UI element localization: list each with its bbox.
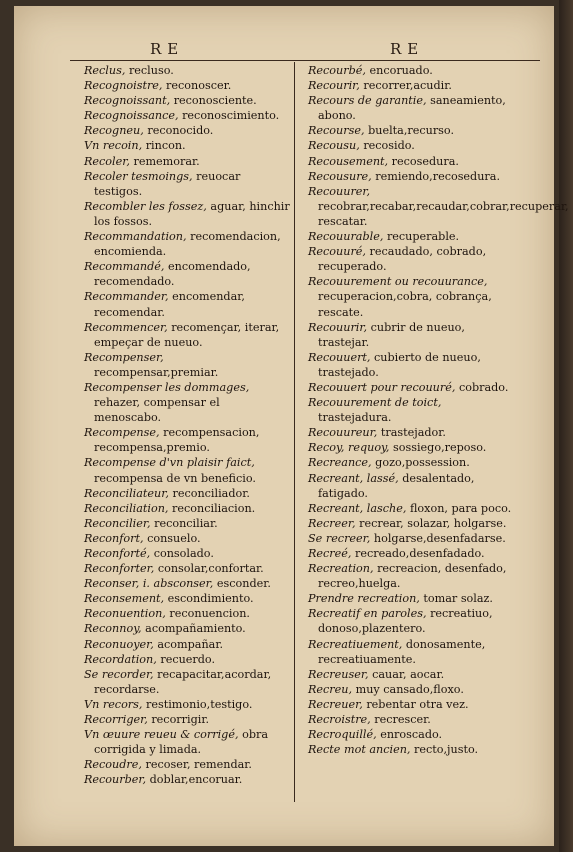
dictionary-entry xyxy=(84,591,290,606)
dictionary-entry xyxy=(84,606,290,621)
dictionary-entry xyxy=(308,712,514,727)
entry-definition: reconosciente. xyxy=(170,94,257,108)
entry-definition: obra corrigida y limada. xyxy=(94,728,269,757)
entry-headword: Se recorder, xyxy=(84,667,154,681)
entry-definition: reconciliar. xyxy=(150,516,218,530)
entry-definition: reconciliador. xyxy=(168,486,250,500)
entry-headword: Recreatif en paroles, xyxy=(308,607,427,621)
dictionary-entry xyxy=(84,667,290,697)
dictionary-entry xyxy=(308,380,514,395)
entry-headword: Recreation, xyxy=(308,562,374,576)
running-head-left: RE xyxy=(150,40,185,58)
entry-headword: Recreuer, xyxy=(308,697,363,711)
entry-definition: recuperacion,cobra, cobrança, rescate. xyxy=(318,290,492,319)
entry-definition: tomar solaz. xyxy=(419,592,493,606)
dictionary-entry xyxy=(308,274,514,319)
entry-headword: Reconcilier, xyxy=(84,516,151,530)
entry-headword: Recompenser les dommages, xyxy=(84,380,250,394)
entry-headword: Recourir, xyxy=(308,79,360,93)
entry-definition: recosido. xyxy=(359,139,415,153)
entry-headword: Recommandation, xyxy=(84,230,187,244)
dictionary-entry xyxy=(308,229,514,244)
entry-definition: recorrer,acudir. xyxy=(359,79,452,93)
dictionary-entry xyxy=(84,652,290,667)
entry-definition: encomendar, recomendar. xyxy=(94,290,245,319)
entry-definition: recreatiuo, donoso,plazentero. xyxy=(318,607,493,636)
entry-headword: Recogneu, xyxy=(84,124,144,138)
dictionary-entry xyxy=(84,380,290,425)
entry-definition: recomendacion, encomienda. xyxy=(94,230,281,259)
entry-headword: Reconforter, xyxy=(84,562,155,576)
dictionary-entry xyxy=(84,289,290,319)
dictionary-entry xyxy=(308,78,514,93)
entry-definition: escondimiento. xyxy=(164,592,254,606)
dictionary-entry xyxy=(84,637,290,652)
entry-definition: consuelo. xyxy=(143,531,201,545)
entry-headword: Vn recors, xyxy=(84,697,143,711)
dictionary-entry xyxy=(84,727,290,757)
right-column xyxy=(308,63,569,757)
dictionary-entry xyxy=(84,531,290,546)
dictionary-entry xyxy=(84,455,290,485)
entry-headword: Recroquillé, xyxy=(308,728,377,742)
dictionary-entry xyxy=(84,621,290,636)
entry-headword: Recreatiuement, xyxy=(308,637,403,651)
entry-headword: Vn recoin, xyxy=(84,139,143,153)
entry-headword: Recousement, xyxy=(308,154,389,168)
dictionary-entry xyxy=(84,546,290,561)
entry-definition: recrear, solazar, holgarse. xyxy=(355,516,507,530)
dictionary-entry xyxy=(308,667,514,682)
entry-definition: rehazer, compensar el menoscabo. xyxy=(94,396,220,425)
dictionary-entry xyxy=(308,471,514,501)
entry-headword: Recoler tesmoings, xyxy=(84,169,193,183)
entry-headword: Recouuert, xyxy=(308,350,371,364)
entry-headword: Recognoistre, xyxy=(84,79,163,93)
entry-headword: Recouuert pour recouuré, xyxy=(308,380,456,394)
dictionary-entry xyxy=(308,244,514,274)
dictionary-entry xyxy=(308,169,514,184)
entry-definition: recompensar,premiar. xyxy=(94,365,219,379)
entry-definition: recaudado, cobrado, recuperado. xyxy=(318,245,487,274)
dictionary-entry xyxy=(84,154,290,169)
entry-definition: recreacion, desenfado, recreo,huelga. xyxy=(318,562,507,591)
entry-definition: gozo,possession. xyxy=(371,456,470,470)
dictionary-entry xyxy=(308,350,514,380)
entry-definition: recapacitar,acordar, recordarse. xyxy=(94,667,272,696)
entry-definition: recto,justo. xyxy=(410,743,479,757)
entry-definition: recrescer. xyxy=(370,713,431,727)
entry-headword: Recourber, xyxy=(84,773,147,787)
running-head-right: RE xyxy=(390,40,425,58)
dictionary-entry xyxy=(84,425,290,455)
entry-definition: trastejador. xyxy=(377,426,446,440)
entry-definition: consolado. xyxy=(150,547,214,560)
entry-headword: Recousure, xyxy=(308,169,372,183)
entry-headword: Recoudre, xyxy=(84,758,142,772)
entry-definition: cubrir de nueuo, trastejar. xyxy=(318,320,465,349)
entry-definition: aguar, hinchir los fossos. xyxy=(94,199,290,228)
entry-headword: Reclus, xyxy=(84,64,126,77)
entry-headword: Recreu, xyxy=(308,682,353,696)
entry-headword: Recouurement de toict, xyxy=(308,396,442,410)
entry-headword: Reconciliateur, xyxy=(84,486,169,500)
entry-definition: reconocido. xyxy=(143,124,214,138)
entry-definition: buelta,recurso. xyxy=(364,124,454,138)
entry-headword: Recreer, xyxy=(308,516,356,530)
entry-headword: Reconsement, xyxy=(84,592,165,606)
entry-headword: Recouurement ou recouurance, xyxy=(308,275,488,289)
dictionary-entry xyxy=(308,561,514,591)
entry-definition: encoruado. xyxy=(365,64,433,77)
entry-definition: recluso. xyxy=(125,64,174,77)
entry-headword: Recommandé, xyxy=(84,260,165,274)
dictionary-entry xyxy=(84,93,290,108)
entry-headword: Recourbé, xyxy=(308,64,366,77)
entry-headword: Reconuoyer, xyxy=(84,637,154,651)
dictionary-entry xyxy=(84,486,290,501)
entry-definition: rebentar otra vez. xyxy=(362,697,469,711)
entry-definition: enroscado. xyxy=(376,728,443,742)
dictionary-entry xyxy=(308,606,514,636)
entry-headword: Recreant, lasche, xyxy=(308,501,407,515)
entry-definition: reconoscer. xyxy=(162,79,232,93)
dictionary-entry xyxy=(308,727,514,742)
entry-definition: desalentado, fatigado. xyxy=(318,471,475,500)
dictionary-entry xyxy=(84,78,290,93)
entry-headword: Reconfort, xyxy=(84,531,144,545)
dictionary-entry xyxy=(308,516,514,531)
dictionary-entry xyxy=(84,697,290,712)
entry-definition: reuocar testigos. xyxy=(94,169,241,198)
dictionary-entry xyxy=(308,63,514,78)
dictionary-entry xyxy=(84,138,290,153)
dictionary-entry xyxy=(84,561,290,576)
entry-headword: Recorriger, xyxy=(84,713,148,727)
entry-headword: Reconuention, xyxy=(84,607,166,621)
entry-headword: Recreé, xyxy=(308,547,352,560)
dictionary-entry xyxy=(308,455,514,470)
dictionary-entry xyxy=(84,123,290,138)
entry-headword: Reconforté, xyxy=(84,547,151,560)
entry-definition: doblar,encoruar. xyxy=(146,773,243,787)
entry-definition: recobrar,recabar,recaudar,cobrar,recuperar, rescatar. xyxy=(318,199,569,228)
column-divider xyxy=(294,62,295,802)
entry-headword: Recouuré, xyxy=(308,245,366,259)
entry-headword: Reconser, i. absconser, xyxy=(84,577,214,591)
entry-definition: consolar,confortar. xyxy=(154,562,264,576)
dictionary-entry xyxy=(308,591,514,606)
entry-headword: Recoler, xyxy=(84,154,130,168)
entry-headword: Recroistre, xyxy=(308,713,371,727)
dictionary-entry xyxy=(308,154,514,169)
dictionary-entry xyxy=(84,108,290,123)
entry-headword: Recouurable, xyxy=(308,230,384,244)
entry-definition: saneamiento, abono. xyxy=(318,94,506,123)
entry-definition: floxon, para poco. xyxy=(406,501,512,515)
entry-definition: cubierto de nueuo, trastejado. xyxy=(318,350,481,379)
entry-headword: Recommander, xyxy=(84,290,169,304)
dictionary-entry xyxy=(308,395,514,425)
entry-definition: recuperable. xyxy=(383,230,460,244)
entry-headword: Recommencer, xyxy=(84,320,168,334)
header-rule xyxy=(70,60,540,61)
entry-headword: Recouurir, xyxy=(308,320,368,334)
entry-headword: Recreant, lassé, xyxy=(308,471,399,485)
entry-headword: Recombler les fossez, xyxy=(84,199,207,213)
entry-definition: holgarse,desenfadarse. xyxy=(370,531,506,545)
entry-headword: Recreuser, xyxy=(308,667,369,681)
entry-definition: restimonio,testigo. xyxy=(142,697,253,711)
entry-definition: remiendo,recosedura. xyxy=(371,169,500,183)
dictionary-entry xyxy=(308,425,514,440)
dictionary-entry xyxy=(84,712,290,727)
entry-definition: reconciliacion. xyxy=(168,501,256,515)
entry-definition: recreado,desenfadado. xyxy=(351,547,485,560)
dictionary-entry xyxy=(308,682,514,697)
entry-definition: cauar, aocar. xyxy=(368,667,445,681)
entry-headword: Recouurer, xyxy=(308,184,371,198)
entry-headword: Recousu, xyxy=(308,139,360,153)
entry-headword: Recte mot ancien, xyxy=(308,743,411,757)
entry-definition: recoser, remendar. xyxy=(141,758,252,772)
entry-headword: Recreance, xyxy=(308,456,372,470)
entry-definition: cobrado. xyxy=(455,380,509,394)
entry-definition: rememorar. xyxy=(129,154,200,168)
dictionary-entry xyxy=(308,440,514,455)
dictionary-entry xyxy=(308,184,569,229)
entry-headword: Recordation, xyxy=(84,652,157,666)
dictionary-entry xyxy=(308,637,514,667)
entry-definition: recorrigir. xyxy=(147,713,209,727)
dictionary-entry xyxy=(84,516,290,531)
dictionary-entry xyxy=(308,320,514,350)
dictionary-entry xyxy=(308,138,514,153)
dictionary-entry xyxy=(308,742,514,757)
entry-headword: Recompenser, xyxy=(84,350,164,364)
dictionary-entry xyxy=(308,546,514,561)
entry-headword: Recognoissance, xyxy=(84,109,179,123)
entry-headword: Recognoissant, xyxy=(84,94,171,108)
entry-headword: Reconnoy, xyxy=(84,622,142,636)
entry-definition: recompensacion, recompensa,premio. xyxy=(94,426,260,455)
dictionary-entry xyxy=(84,169,290,199)
left-column xyxy=(84,63,290,788)
dictionary-entry xyxy=(84,576,290,591)
entry-headword: Recoy, requoy, xyxy=(308,441,390,455)
entry-headword: Recourse, xyxy=(308,124,365,138)
dictionary-entry xyxy=(308,531,514,546)
entry-definition: reconuencion. xyxy=(165,607,250,621)
entry-definition: rincon. xyxy=(142,139,186,153)
entry-headword: Prendre recreation, xyxy=(308,592,420,606)
entry-headword: Recours de garantie, xyxy=(308,94,427,108)
dictionary-entry xyxy=(84,229,290,259)
entry-definition: recomençar, iterar, empeçar de nueuo. xyxy=(94,320,280,349)
dictionary-entry xyxy=(84,199,290,229)
entry-headword: Vn œuure reueu & corrigé, xyxy=(84,728,239,742)
entry-definition: trastejadura. xyxy=(318,411,392,425)
dictionary-entry xyxy=(84,259,290,289)
dictionary-entry xyxy=(84,63,290,78)
dictionary-entry xyxy=(84,501,290,516)
entry-headword: Reconciliation, xyxy=(84,501,169,515)
entry-headword: Se recreer, xyxy=(308,531,371,545)
entry-definition: sossiego,reposo. xyxy=(389,441,487,455)
book-gutter xyxy=(559,0,573,852)
entry-definition: acompañamiento. xyxy=(141,622,246,636)
dictionary-entry xyxy=(84,350,290,380)
entry-definition: recosedura. xyxy=(388,154,459,168)
entry-definition: encomendado, recomendado. xyxy=(94,260,251,289)
dictionary-entry xyxy=(84,320,290,350)
entry-definition: donosamente, recreatiuamente. xyxy=(318,637,486,666)
dictionary-entry xyxy=(84,772,290,787)
dictionary-entry xyxy=(308,697,514,712)
dictionary-entry xyxy=(308,501,514,516)
entry-definition: recuerdo. xyxy=(156,652,216,666)
entry-headword: Recouureur, xyxy=(308,426,378,440)
dictionary-entry xyxy=(308,123,514,138)
entry-definition: muy cansado,floxo. xyxy=(352,682,464,696)
entry-definition: recompensa de vn beneficio. xyxy=(94,471,256,485)
entry-headword: Recompense d'vn plaisir faict, xyxy=(84,456,255,470)
dictionary-entry xyxy=(84,757,290,772)
entry-headword: Recompense, xyxy=(84,426,160,440)
entry-definition: esconder. xyxy=(213,577,271,591)
dictionary-entry xyxy=(308,93,514,123)
entry-definition: reconoscimiento. xyxy=(178,109,280,123)
entry-definition: acompañar. xyxy=(153,637,224,651)
